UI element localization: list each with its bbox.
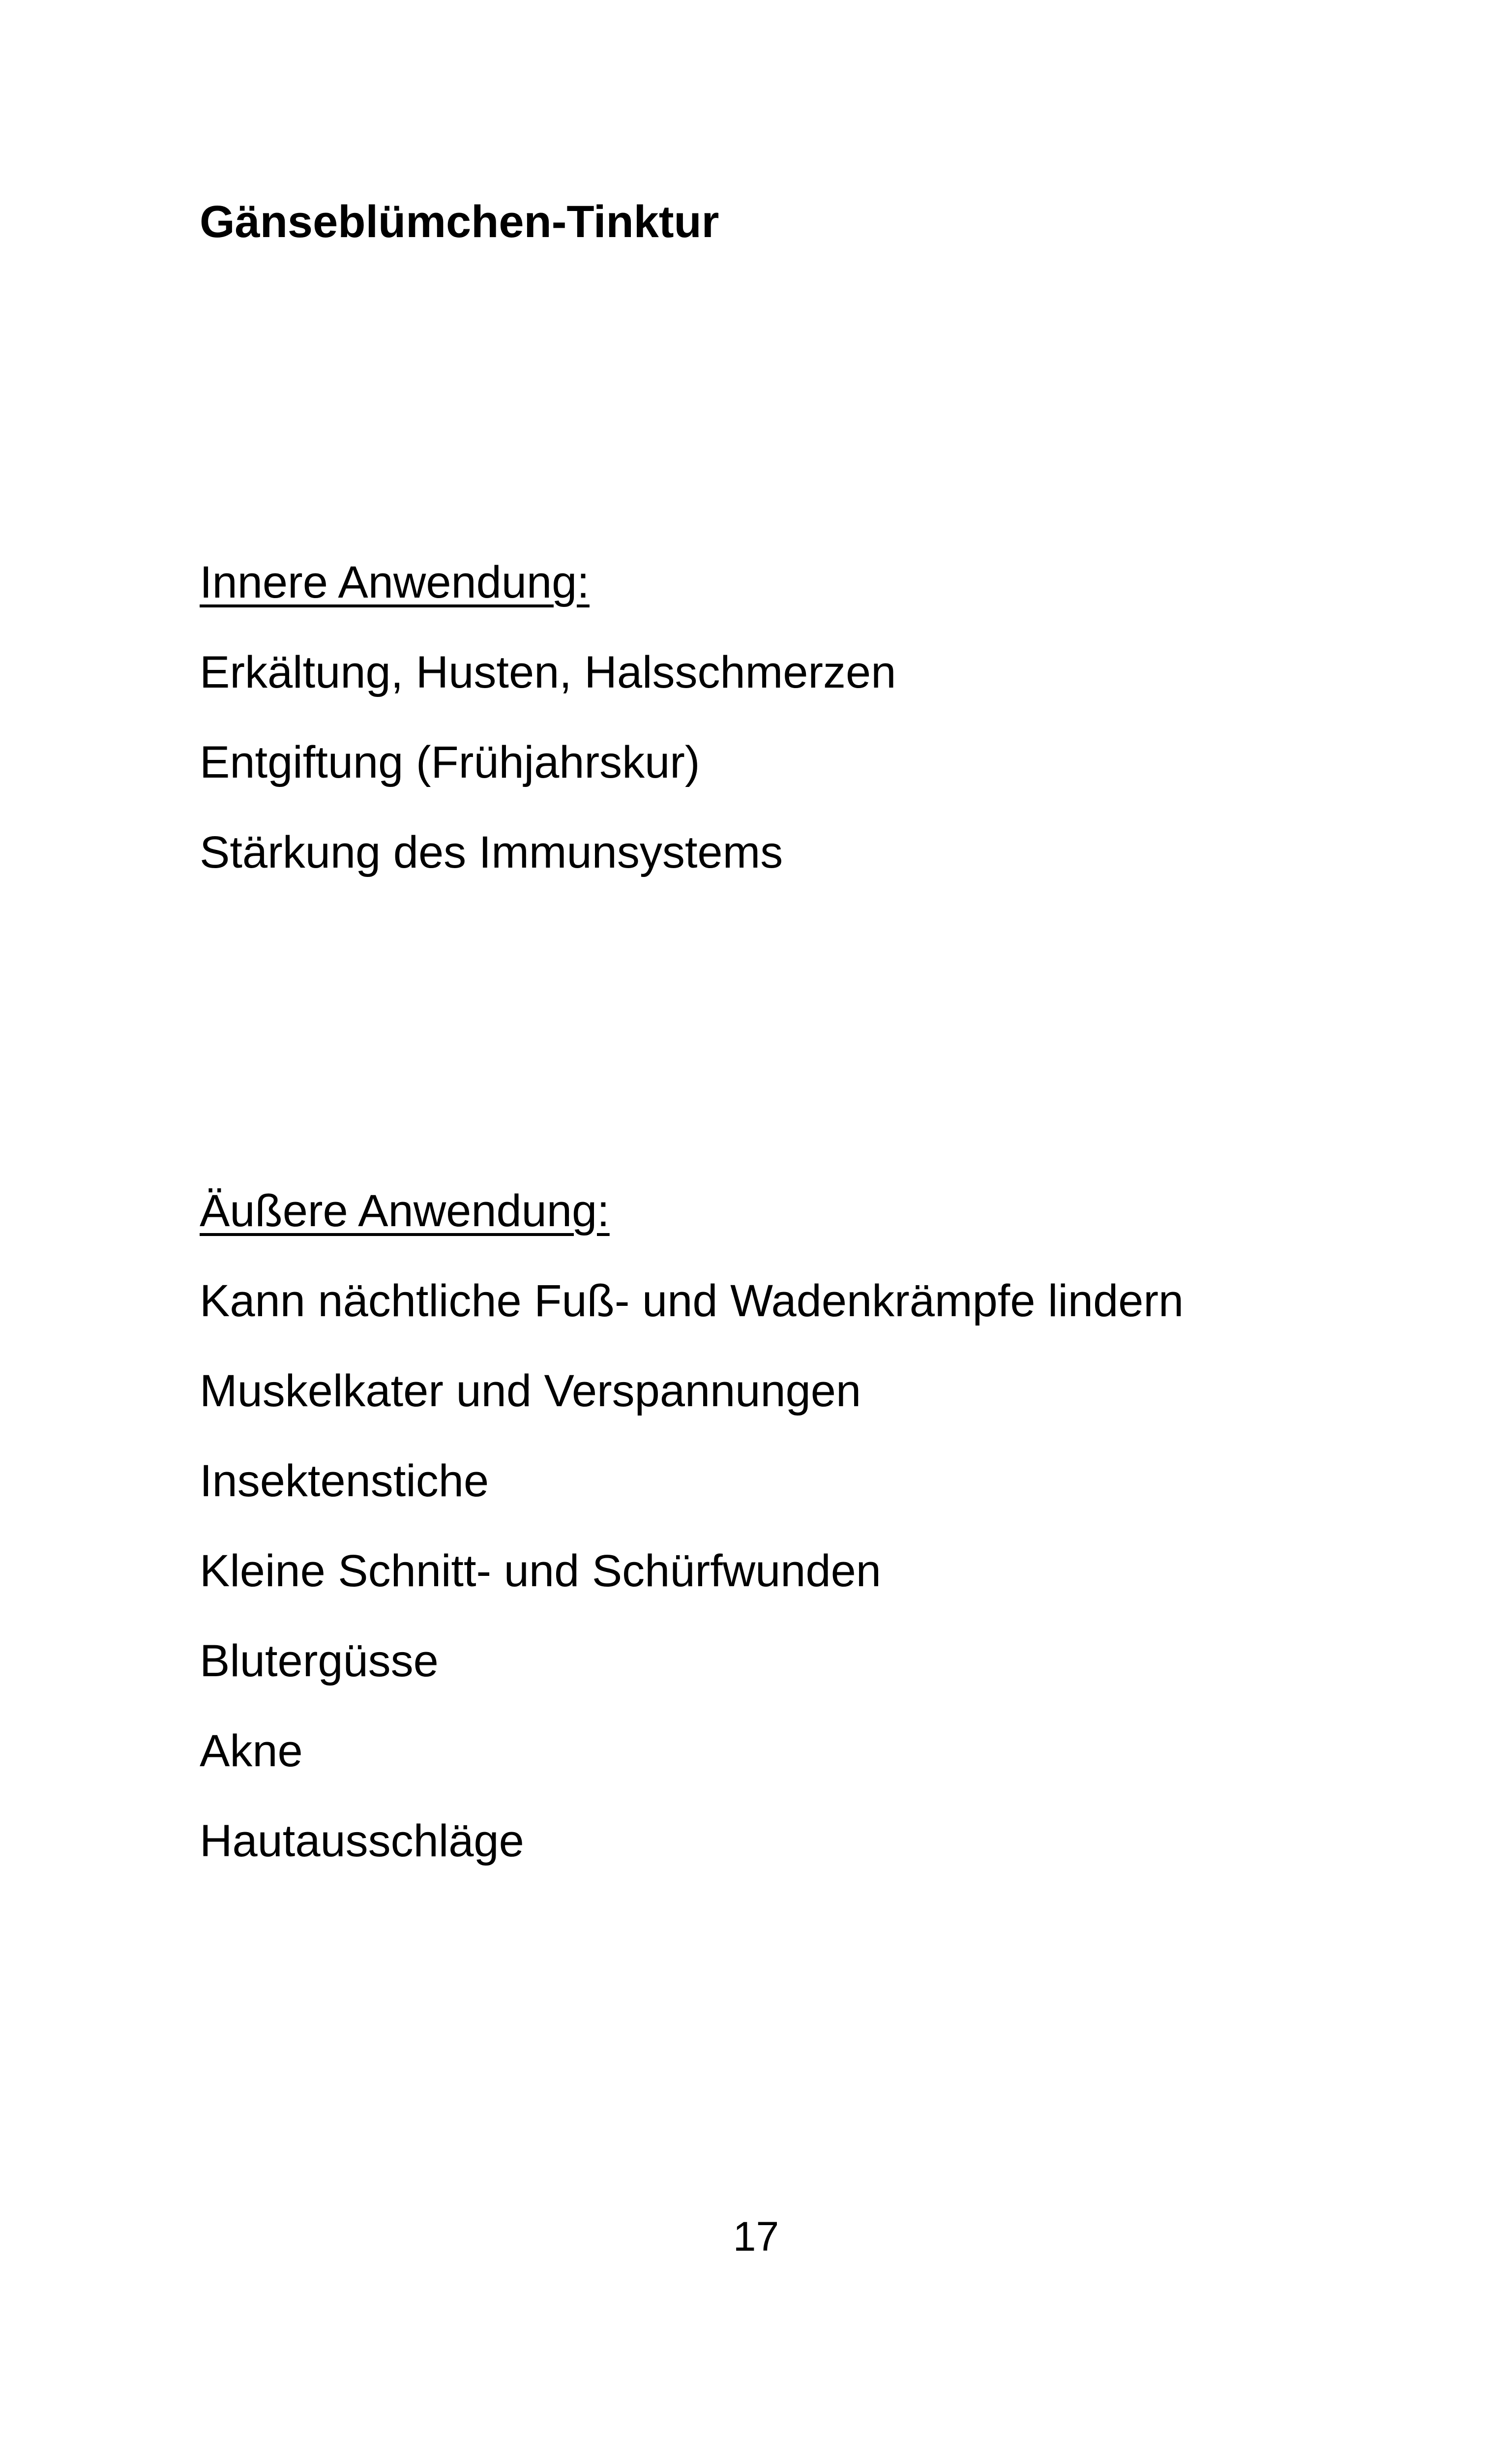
inner-application-section (200, 557, 896, 920)
page-title: Gänseblümchen-Tinktur (200, 197, 719, 247)
list-item: Hautausschläge (200, 1816, 524, 1866)
outer-application-list (200, 1278, 1184, 1908)
list-item: Entgiftung (Frühjahrskur) (200, 737, 700, 787)
list-item: Blutergüsse (200, 1636, 439, 1686)
list-item: Kann nächtliche Fuß- und Wadenkrämpfe lindern (200, 1276, 1184, 1326)
list-item: Stärkung des Immunsystems (200, 827, 783, 877)
inner-application-heading: Innere Anwendung: (200, 557, 590, 607)
inner-application-list (200, 647, 896, 920)
page-number: 17 (733, 2213, 779, 2260)
outer-application-heading: Äußere Anwendung: (200, 1186, 610, 1236)
list-item: Kleine Schnitt- und Schürfwunden (200, 1546, 881, 1596)
list-item: Erkältung, Husten, Halsschmerzen (200, 647, 896, 697)
list-item: Akne (200, 1726, 303, 1776)
list-item: Insektenstiche (200, 1456, 489, 1506)
outer-application-section (200, 1188, 1184, 1908)
list-item: Muskelkater und Verspannungen (200, 1366, 861, 1416)
